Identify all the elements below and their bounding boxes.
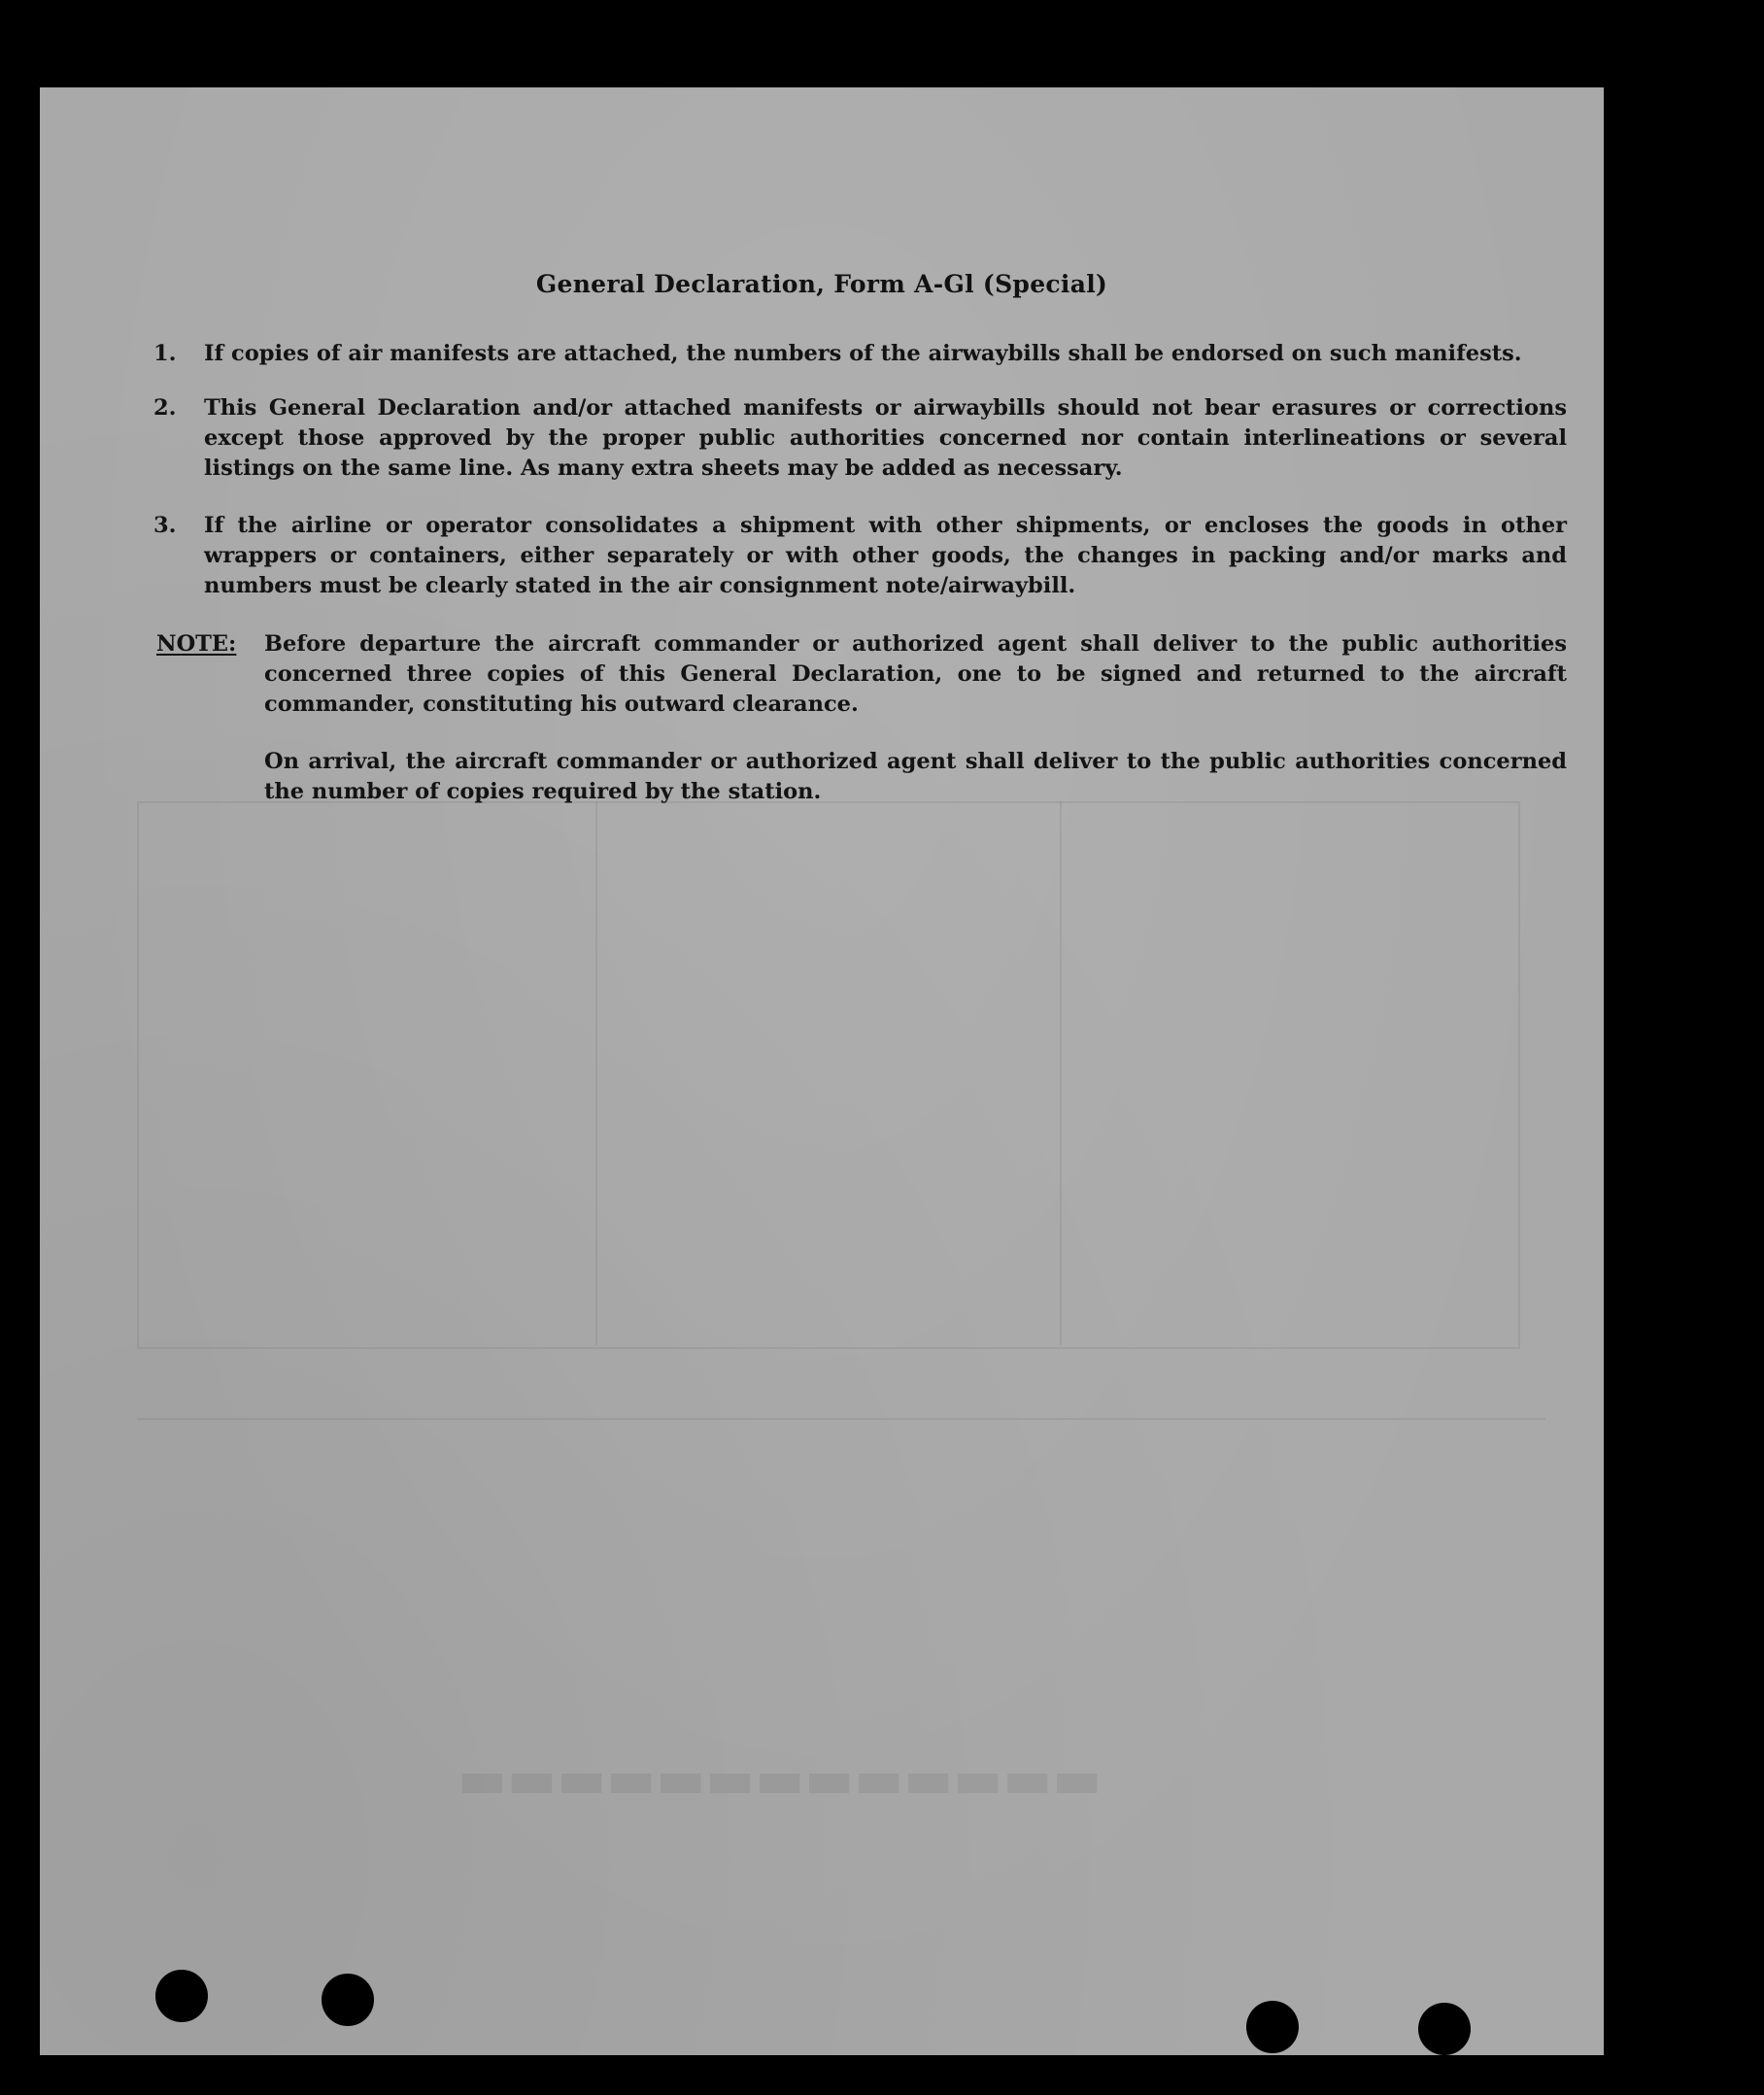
punch-hole <box>155 1970 208 2022</box>
note-label: NOTE: <box>156 631 237 657</box>
item-number: 3. <box>153 513 177 538</box>
document-sheet <box>40 87 1604 2055</box>
bleed-through-divider <box>1060 801 1062 1345</box>
bleed-through-divider <box>595 801 597 1345</box>
item-text: This General Declaration and/or attached manifests or airwaybills should not bear erasures or corrections except those approved by the proper public authorities concerned nor contain interlineations or several listings on the same line. As many extra sheets may be added as necessary. <box>204 395 1567 481</box>
item-text: If the airline or operator consolidates a shipment with other shipments, or encloses the goods in other wrappers or containers, either separately or with other goods, the changes in packing and/or marks and numbers must be clearly stated in the air consignment note/airwaybill. <box>204 513 1567 598</box>
bleed-through-heading: ▬▬▬▬▬▬▬▬▬▬▬▬▬ <box>458 1748 1102 1809</box>
document-title: General Declaration, Form A-Gl (Special) <box>535 270 1108 298</box>
item-number: 2. <box>153 395 177 421</box>
bleed-through-line <box>137 1418 1545 1420</box>
punch-hole <box>322 1974 374 2026</box>
note-paragraph: On arrival, the aircraft commander or authorized agent shall deliver to the public authorities concerned the number of copies required by the station. <box>264 749 1567 804</box>
punch-hole <box>1418 2003 1471 2055</box>
item-text: If copies of air manifests are attached, the numbers of the airwaybills shall be endorsed on such manifests. <box>204 341 1522 366</box>
note-paragraph: Before departure the aircraft commander or authorized agent shall deliver to the public authorities concerned three copies of this General Declaration, one to be signed and returned to the aircraft commander, constituting his outward clearance. <box>264 631 1567 717</box>
bleed-through-table <box>137 801 1520 1349</box>
punch-hole <box>1246 2001 1299 2053</box>
item-number: 1. <box>153 341 177 366</box>
